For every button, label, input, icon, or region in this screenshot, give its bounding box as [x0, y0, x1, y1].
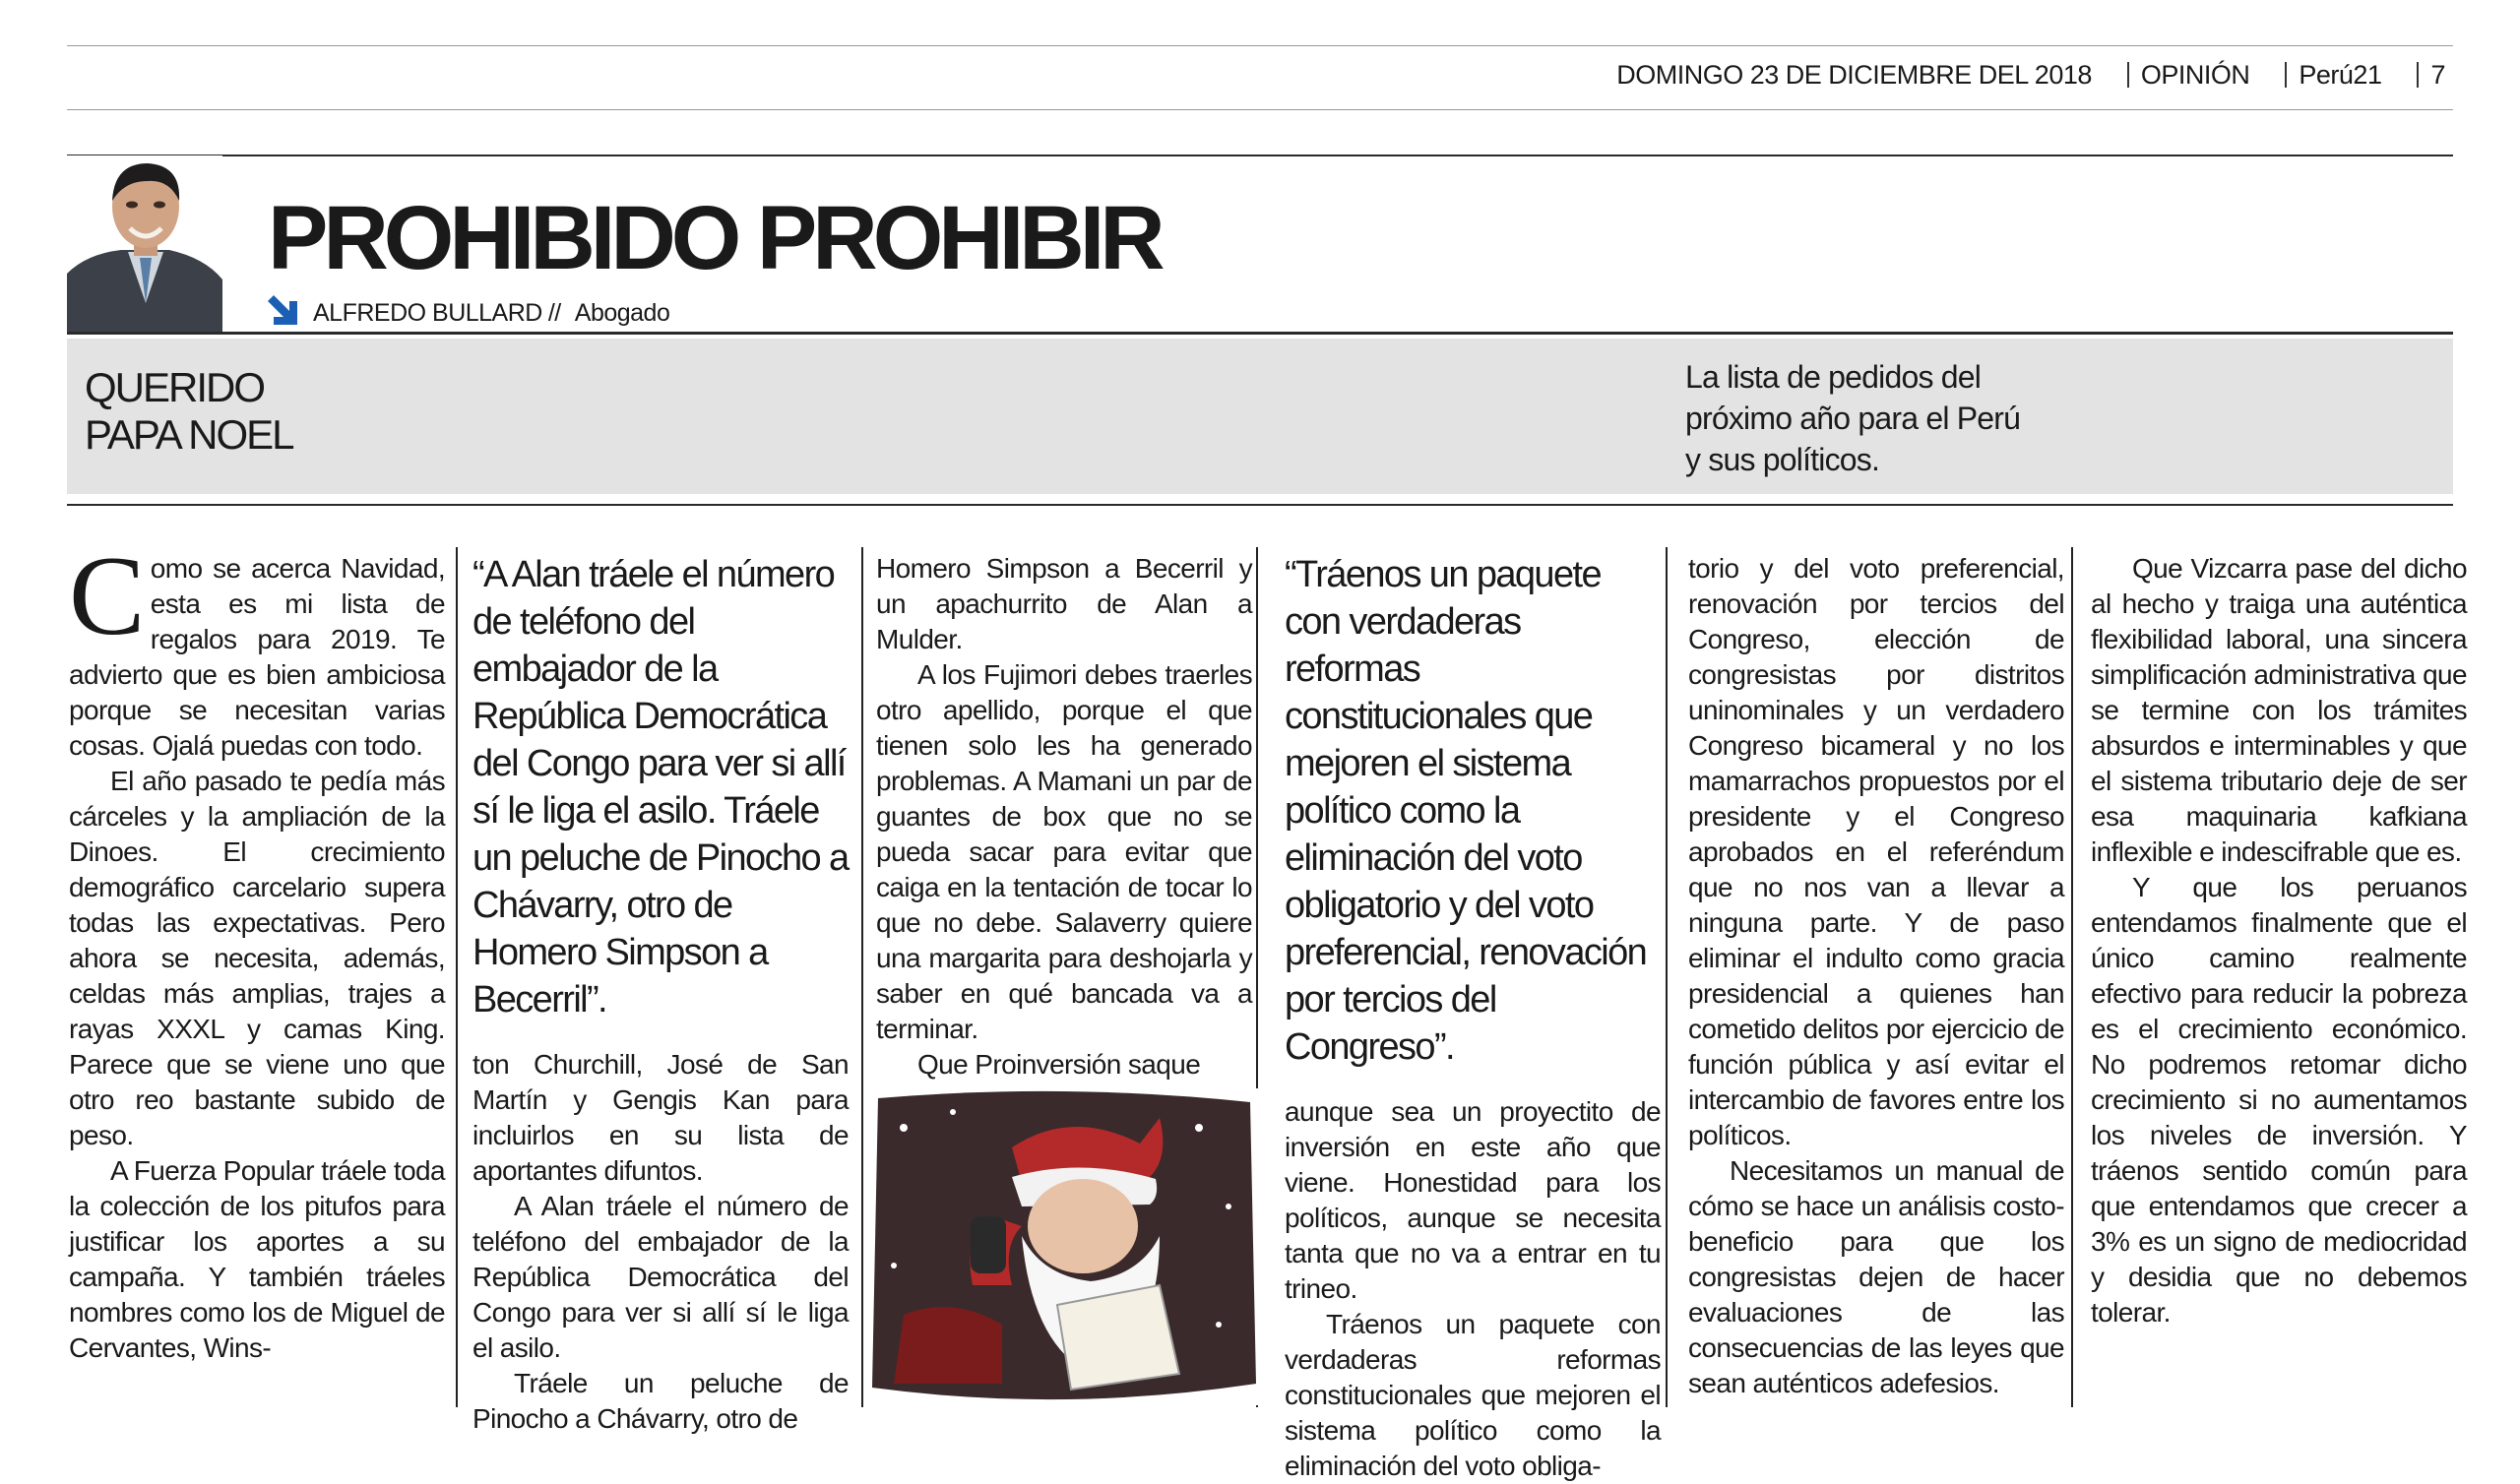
header-date: DOMINGO 23 DE DICIEMBRE DEL 2018 [1616, 60, 2092, 90]
paragraph: Y que los peruanos entendamos finalmente que el único camino realmente efectivo para reducir la pobreza es el crecimiento económico. No podremos retomar dicho crecimiento si no aumentamos los niveles de inversión. Y tráenos sentido común para que entendamos que crecer a 3% es un signo de mediocridad y desidia que no debemos tolerar. [2091, 872, 2467, 1328]
author-name: ALFREDO BULLARD [313, 299, 542, 327]
pull-quote: “Tráenos un paquete con verdaderas reformas constitucionales que mejoren el sistema político como la eliminación del voto obligatorio y del voto preferencial, renovación por tercios del Congreso”. [1285, 554, 1647, 1068]
column-rule [456, 547, 458, 1407]
byline [268, 291, 669, 331]
pull-quote: “A Alan tráele el número de teléfono del embajador de la República Democrática del Congo para ver si allí sí le liga el asilo. Tráele un peluche de Pinocho a Chávarry, otro de Homero Simpson a Becerril”. [472, 554, 849, 1020]
paragraph: A Alan tráele el número de teléfono del embajador de la República Democrática del Congo para ver si allí sí le liga el asilo. [472, 1191, 849, 1363]
top-rule [67, 155, 2453, 156]
text-column-5 [1688, 551, 2064, 1401]
header-section: OPINIÓN [2140, 60, 2250, 90]
paragraph: A los Fujimori debes traerles otro apellido, porque el que tienen solo les ha generado problemas. A Mamani un par de guantes de box que no se pueda sacar para evitar que caiga en la tentación de tocar lo que no debe. Salaverry quiere una margarita para deshojarla y saber en qué bancada va a terminar. [876, 659, 1252, 1044]
arrow-icon [268, 291, 307, 331]
santa-illustration [864, 1088, 1264, 1405]
text-column-6 [2091, 551, 2467, 1330]
header-page-number: 7 [2430, 60, 2445, 90]
paragraph-text: omo se acerca Navidad, esta es mi lista de regalos para 2019. Te advierto que es bien ambiciosa porque se necesitan varias cosas. Ojalá puedas con todo. [69, 553, 445, 761]
column-title: PROHIBIDO PROHIBIR [268, 188, 1161, 288]
column-rule [861, 547, 863, 1407]
text-column-1 [69, 533, 445, 1366]
banner-top-rule [67, 332, 2453, 335]
paragraph: El año pasado te pedía más cárceles y la ampliación de la Dinoes. El crecimiento demográfico carcelario supera todas las expectativas. Pero ahora se necesita, además, celdas más amplias, trajes a rayas XXXL y camas King. Parece que se viene uno que otro reo bastante subido de peso. [69, 766, 445, 1150]
paragraph [69, 533, 445, 764]
article-headline: QUERIDO PAPA NOEL [85, 364, 293, 458]
column-rule [1666, 547, 1668, 1407]
headline-banner [67, 339, 2453, 494]
paragraph: Que Proinversión saque [917, 1049, 1201, 1080]
header-info [1616, 60, 2445, 91]
paragraph: Tráenos un paquete con verdaderas reformas constitucionales que mejoren el sistema político como la eliminación del voto obliga- [1285, 1309, 1661, 1481]
banner-bottom-rule [67, 504, 2453, 506]
header-divider [2417, 62, 2419, 88]
paragraph: Que Vizcarra pase del dicho al hecho y traiga una auténtica flexibilidad laboral, una sincera simplificación administrativa que se termine con los trámites absurdos e interminables y que el sistema tributario deje de ser esa maquinaria kafkiana inflexible e indescifrable que es. [2091, 553, 2467, 867]
text-column-3 [876, 551, 1252, 1405]
header-divider [2127, 62, 2129, 88]
paragraph: Necesitamos un manual de cómo se hace un análisis costo-beneficio para que los congresistas dejen de hacer evaluaciones de las consecuencias de las leyes que sean auténticos adefesios. [1688, 1155, 2064, 1398]
text-column-2 [472, 551, 849, 1437]
paragraph: Tráele un peluche de Pinocho a Chávarry, otro de [472, 1368, 849, 1434]
paragraph: A Fuerza Popular tráele toda la colección de los pitufos para justificar los aportes a su campaña. Y también tráeles nombres como los de Miguel de Cervantes, Wins- [69, 1155, 445, 1363]
byline-separator: // [547, 299, 561, 327]
paragraph: aunque sea un proyectito de inversión en este año que viene. Honestidad para los políticos, aunque se necesita tanta que no va a entrar en tu trineo. [1285, 1096, 1661, 1304]
paragraph: ton Churchill, José de San Martín y Gengis Kan para incluirlos en su lista de aportantes difuntos. [472, 1049, 849, 1186]
paragraph: torio y del voto preferencial, renovación por tercios del Congreso, elección de congresistas por distritos uninominales y un verdadero Congreso bicameral y no los mamarrachos propuestos por el presidente y el Congreso aprobados en el referéndum que no nos van a llevar a ninguna parte. Y de paso eliminar el indulto como gracia presidencial a quienes han cometido delitos por ejercicio de función pública y así evitar el intercambio de favores entre los políticos. [1688, 553, 2064, 1150]
page-header [67, 45, 2453, 110]
paragraph: Homero Simpson a Becerril y un apachurrito de Alan a Mulder. [876, 553, 1252, 654]
text-column-4 [1285, 551, 1661, 1484]
article-dek: La lista de pedidos del próximo año para el Perú y sus políticos. [1685, 359, 2021, 477]
header-divider [2285, 62, 2287, 88]
column-rule [2071, 547, 2073, 1407]
author-role: Abogado [574, 299, 670, 327]
header-publication: Perú21 [2299, 60, 2382, 90]
drop-cap: C [69, 533, 145, 659]
author-photo [67, 155, 222, 333]
